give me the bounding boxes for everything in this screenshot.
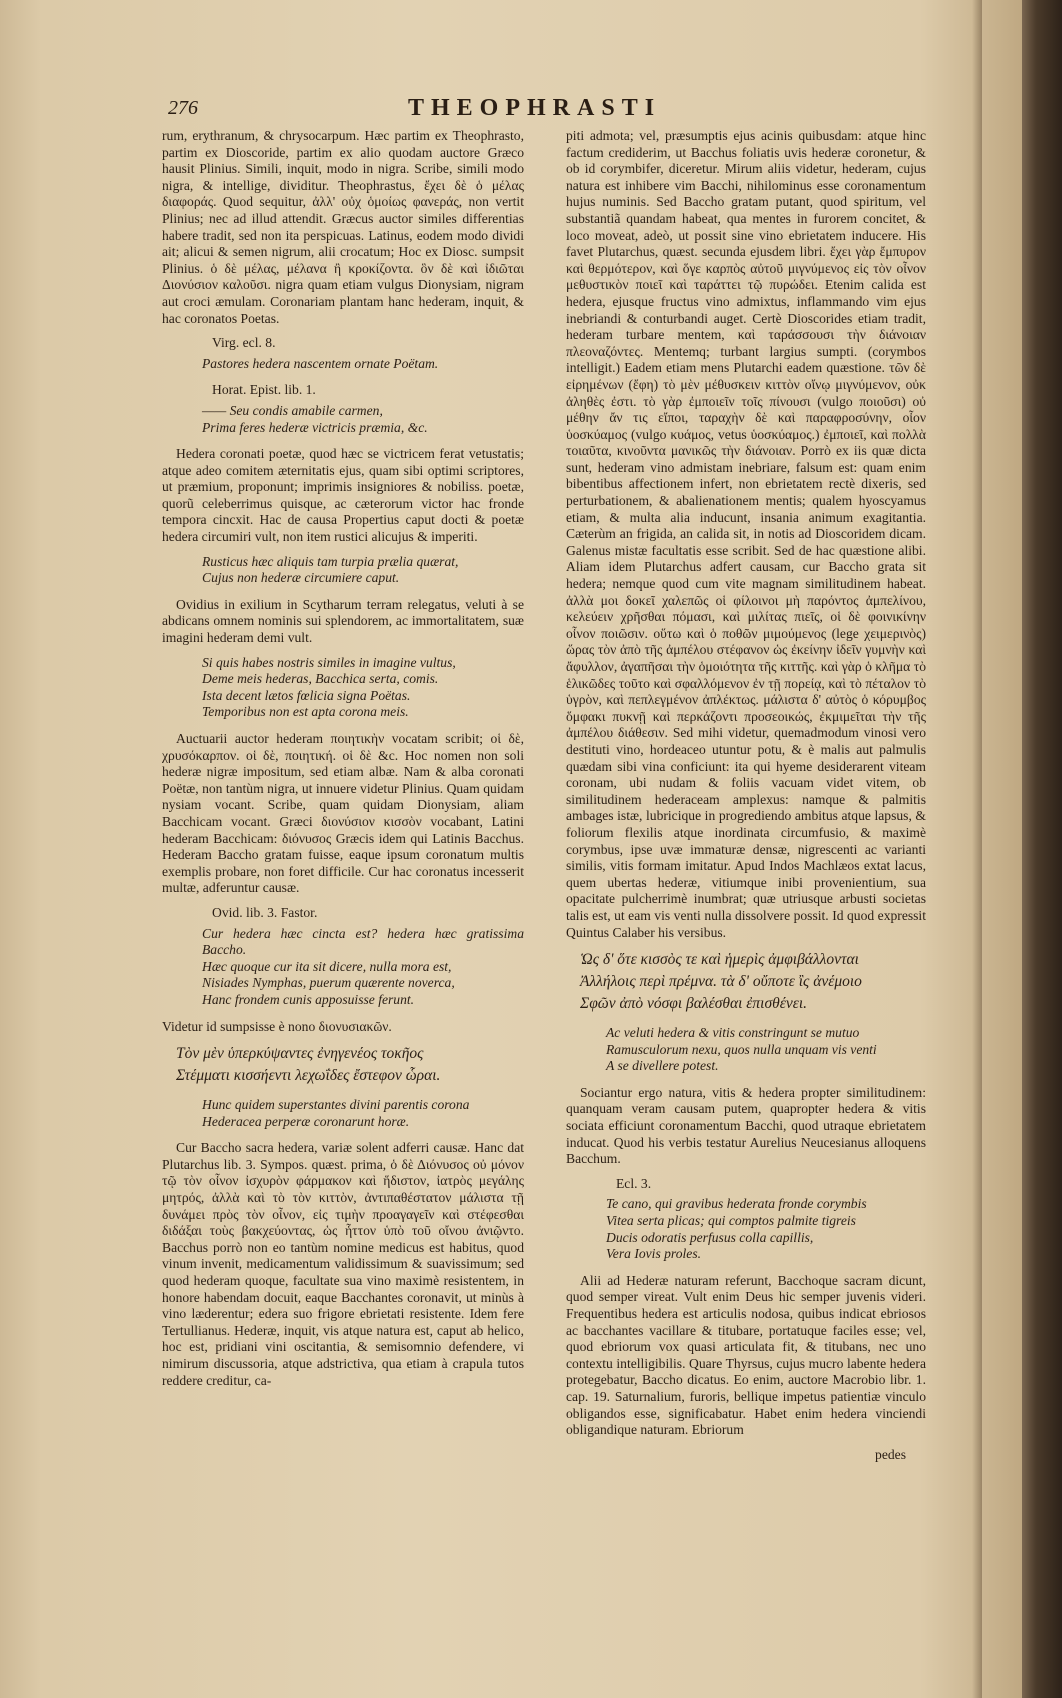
verse-quote [606,1196,926,1262]
verse-quote [202,1097,524,1130]
paragraph: Alii ad Hederæ naturam referunt, Bacchoque sacram dicunt, quod semper vireat. Vult enim Deus hic semper juvenis videri. Frequentibus hedera est articulis nodosa, quibus indicat ebriosos ac bacchantes vacillare & titubare, portatuque faciles esse; vel, quod ebriorum vox quasi articulata fit, & titubans, nec uno contextu intelligibilis. Quare Thyrsus, cujus mucro labente hedera protegebatur, Baccho dicatus. Eo enim, auctore Macrobio libr. 1. cap. 19. Saturnalium, furoris, bellique impetus patientiæ vinculo obligandos esse, significabatur. Habet enim hedera vinciendi obligandique naturam. Ebriorum [566,1272,926,1438]
verse-line: Ac veluti hedera & vitis constringunt se mutuo [606,1025,860,1041]
verse-line: Ὡς δ' ὅτε κισσὸς τε καὶ ἡμερὶς ἀμφιβάλλονται [580,951,859,969]
verse-line: Hederacea perperæ coronarunt horæ. [202,1113,410,1129]
verse-line: Ducis odoratis perfusus colla capillis, [606,1229,814,1245]
catchword: pedes [875,1446,906,1462]
citation-heading: Virg. ecl. 8. [212,335,276,351]
verse-line: A se divellere potest. [606,1058,719,1074]
verse-line: Si quis habes nostris similes in imagine vultus, [202,654,456,670]
verse-line: Ramusculorum nexu, quos nulla unquam vis venti [606,1041,877,1057]
running-title: THEOPHRASTI [408,95,662,121]
citation-heading: Horat. Epist. lib. 1. [212,382,316,398]
verse-quote [606,1025,926,1075]
book-gutter [1022,0,1062,1698]
left-column [162,128,524,1397]
verse-line: Hunc quidem superstantes divini parentis corona [202,1097,470,1113]
verse-line: Cur hedera hæc cincta est? hedera hæc gratissima Baccho. [202,925,524,958]
paragraph: Auctuarii auctor hederam ποιητικὴν vocatam scribit; οἱ δὲ, χρυσόκαρπον. οἱ δὲ, ποιητική. οἱ δὲ &c. Hoc nomen non soli hederæ nigræ impositum, sed etiam albæ. Nam & alba coronati Poëtæ, non tantùm nigra, ut innuere videtur Plinius. Quam quidam nysiam vocant. Scribe, quam quidam Dionysiam, aliam Bacchicam vocant. Græci διονύσιον κισσὸν vocabant, Latini hederam Bacchicam: διόνυσος Græcis idem qui Latinis Bacchus. Hederam Baccho gratam fuisse, eaque ipsum coronatum multis exemplis probare, non foret difficile. Cur hac coronatus incesserit multæ, adferuntur causæ. [162,731,524,896]
verse-line: Hanc frondem cunis apposuisse ferunt. [202,991,415,1007]
verse-line: Temporibus non est apta corona meis. [202,704,409,720]
greek-verse-quote [580,949,926,1015]
verse-line: Hæc quoque cur ita sit dicere, nulla mora est, [202,958,452,974]
page-edge-shadow [972,0,982,1698]
verse-quote [202,356,524,373]
right-column [566,128,926,1463]
verse-line: Τὸν μὲν ὑπερκύψαντες ἐνηγενέος τοκῆος [176,1045,424,1063]
verse-line: Nisiades Nymphas, puerum quærente noverca, [202,975,455,991]
paragraph: Cur Baccho sacra hedera, variæ solent adferri causæ. Hanc dat Plutarchus lib. 3. Sympos. quæst. prima, ὁ δὲ Διόνυσος οὐ μόνον τῷ τὸν οἶνον ἰσχυρὸν φάρμακον καὶ ἥδιστον, ἰατρὸς μεγάλης μητρός, ἀλλὰ καὶ τὸ τὸν κιττὸν, ἀντιπαθέστατον μάλιστα τῇ δυνάμει πρὸς τὸν οἶνον, εἰς τιμὴν προαγαγεῖν καὶ στέφεσθαι διδάξαι τοὺς βακχεύοντας, ὡς ἧττον ὑπὸ τοῦ οἴνου ἀνιῷντο. Bacchus porrò non eo tantùm nomine medicus est habitus, quod vinum invenit, medicamentum validissimum & suavissimum; sed quod hederam quoque, facultate sua vino maximè resistentem, in honore habendam docuit, eaque Bacchantes coronavit, ut minùs à vino læderentur; edera suo frigore ebrietati resistente. Idem fere Tertullianus. Hederæ, inquit, vis atque natura est, caput ab helico, hoc est, pridiani vini oscitantia, & semisomnio defendere, vi nimirum discussoria, atque adstrictiva, qua etiam à crapula tutos reddere creditur, ca- [162,1140,524,1388]
paragraph: piti admota; vel, præsumptis ejus acinis quibusdam: atque hinc factum crediderim, ut Bacchus foliatis uvis hederæ coronetur, & ob id corymbifer, diceretur. Mirum aliis videtur, hederam, cujus natura est inhibere vim Bacchi, nihilominus esse coronamentum hujus numinis. Sed Baccho gratam putant, quod spiritum, vel substantiã quandam habeat, qua mentes in furorem concitet, & loco moveat, adeò, ut possit sine vino ebrietatem inducere. His favet Plutarchus, quæst. secunda ejusdem libri. ἔχει γὰρ ἔμπυρον καὶ θερμότερον, καὶ ὅγε καρπὸς αὐτοῦ μιγνύμενος εἰς τὸν οἶνον μεθυστικὸν ποιεῖ καὶ ταράττει τῷ πυρώδει. Etenim calida est hedera, ejusque fructus vino admixtus, inflammando vim ejus inebriandi & conturbandi auget. Certè Dioscorides etiam tradit, hederam turbare mentem, καὶ ταράσσουσι τὴν διάνοιαν πλεοναζόντες. Mentemq; turbant largius sumpti. (corymbos intelligit.) Eadem etiam mens Plutarchi eadem quæstione. τῶν δὲ εἰρημένων (ἔφη) τὸ μὲν μέθυσκειν κιττὸν οἴνῳ μιγνύμενον, οὐκ ἀληθὲς ἐστι. τὸ γὰρ ἐμποιεῖν τοῖς πίνουσι (vulgo ποιοῦσι) οὐ μέθην ἄν τις εἴποι, ταραχὴν δὲ καὶ παραφροσύνην, οἷον ὑοσκύαμος (vulgo κυάμος, vetus ὑοσκύαμος.) ἐμποιεῖ, καὶ πολλὰ τοιαῦτα, κινοῦντα μανικῶς τὴν διάνοιαν. Porrò ex iis quæ dicta sunt, hederam vino admistam inebriare, falsum est: quam enim bibentibus affectionem infert, non ebrietatem rectè dixeris, sed perturbationem, & abalienationem mentis; qualem hyoscyamus etiam, & multa alia inducunt, insania animum exagitantia. Cæterùm an frigida, an calida sit, in notis ad Dioscoridem dicam. Galenus mistæ facultatis esse scribit. Sed de hac quæstione alibi. Aliam idem Plutarchus adfert causam, cur Baccho grata sit hedera; nemque quod cum vite magnam similitudinem habeat. ἀλλὰ μοι δοκεῖ χαλεπῶς οἱ φίλοινοι μὴ παρόντος ἀμπελίνου, κελεύειν χρῆσθαι πόμασι, καὶ μιλίτας πιεῖς, οἱ δὲ φοινικίνην οἶνον ποιῶσιν. οὕτω καὶ ὁ ποθῶν μιμούμενος (lege χειμερινὸς) ὥρας τὸν ἀπὸ τῆς ἀμπέλου στέφανον ὡς ἐκείνην ἰδεῖν γυμνὴν καὶ ἄφυλλον, ἀγαπῆσαι τὴν ὁμοιότητα τῆς κιττῆς. καὶ γὰρ ὁ κλῆμα τὸ ἑλικῶδες τοῦτο καὶ σφαλλόμενον ἐν τῇ πορείᾳ, καὶ τὸ πέταλον τὸ ὑγρὸν, καὶ πεπλεγμένον ἀπλέκτως. μάλιστα δ' αὐτὸς ὁ κόρυμβος ὅμφακι πυκνῇ καὶ περκάζοντι προσεοικώς, ἐκμιμεῖται τὴν τῆς ἀμπέλου διάθεσιν. Sed mihi videtur, quemadmodum vinosi vero destituti vino, hordeaceo utuntur potu, & è malis aut palmulis quædam sibi vina conficiunt: ita qui hyeme desiderarent viteam coronam, ubi nudam & foliis vacuam videt vitem, ob similitudinem hederaceam amplexus: namque & palmitis ambages istæ, lubricique in progrediendo ambitus atque lapsus, & foliorum flexilis atque inordinata circumfusio, & maximè corymbus, ipse uvæ immaturæ densæ, nigrescenti ac varianti similis, vitis formam imitatur. Apud Indos Machlæos extat lacus, quem ubertas hederæ, vitiumque inibi provenientium, sua opacitate pulcherrimè inumbrat; quæ utriusque arbusti societas talis est, ut eam vis venti nulla dissolvere possit. Id quod expressit Quintus Calaber his versibus. [566,128,926,940]
verse-quote [202,403,524,436]
verse-line: Σφῶν ἀπὸ νόσφι βαλέσθαι ἐπισθένει. [580,995,808,1013]
running-head [168,95,708,127]
paragraph: Videtur id sumpsisse è nono διονυσιακῶν. [162,1018,392,1034]
greek-verse-quote [176,1043,524,1087]
citation-heading: Ovid. lib. 3. Fastor. [212,904,318,920]
verse-line: Vitea serta plicas; qui comptos palmite tigreis [606,1213,856,1229]
paragraph: Sociantur ergo natura, vitis & hedera propter similitudinem: quanquam veram causam putem, quapropter hedera & vitis sociata efficiunt coronamentum Bacchi, quod utraque ebrietatem inducat. Quod his verbis testatur Aurelius Neucesianus alloquens Bacchum. [566,1084,926,1167]
citation-heading: Ecl. 3. [616,1175,652,1191]
verse-line: Deme meis hederas, Bacchica serta, comis. [202,671,439,687]
paragraph: rum, erythranum, & chrysocarpum. Hæc partim ex Theophrasto, partim ex Dioscoride, partim ex alio quodam auctore Græco hausit Plinius. Simili, inquit, modo in nigra. Scribe, simili modo nigra, & intellige, dividitur. Theophrastus, ἔχει δὲ ὁ μέλας διαφοράς. Quod sequitur, ἀλλ' οὐχ ὁμοίως φανεράς, non vertit Plinius; nec ad illud attendit. Græcus auctor similes differentias habere tradit, sed non ita perspicuas. Latinus, eodem modo dividi ait; alicui & semen nigrum, alii crocatum; Hoc ex Diosc. sumpsit Plinius. ὁ δὲ μέλας, μέλανα ἢ κροκίζοντα. ὃν δὲ καὶ ἰδιῶται Διονύσιον καλοῦσι. nigra quam etiam vulgus Dionysiam, nigram aut croci æmulam. Coronariam plantam hanc hederam, inquit, & hac coronatos Poetas. [162,128,524,326]
verse-line: Prima feres hederæ victricis præmia, &c. [202,419,428,435]
verse-line: Te cano, qui gravibus hederata fronde corymbis [606,1196,867,1212]
verse-line: Rusticus hæc aliquis tam turpia prælia quærat, [202,553,459,569]
verse-quote [202,655,524,721]
verse-quote [202,554,524,587]
verse-line: —— Seu condis amabile carmen, [202,402,383,418]
verse-quote [202,926,524,1009]
verse-line: Ἀλλήλοις περὶ πρέμνα. τὰ δ' οὔποτε ἲς ἀνέμοιο [580,973,862,991]
page-number: 276 [168,97,198,119]
paragraph: Ovidius in exilium in Scytharum terram relegatus, veluti à se abdicans omnem nominis sui splendorem, ac immortalitatem, suæ imagini hederam demi vult. [162,596,524,646]
verse-line: Cujus non hederæ circumiere caput. [202,570,400,586]
verse-line: Στέμματι κισσήεντι λεχωΐδες ἔστεφον ὧραι. [176,1067,441,1085]
verse-line: Ista decent lætos fœlicia signa Poëtas. [202,687,411,703]
verse-line: Pastores hedera nascentem ornate Poëtam. [202,355,439,371]
verse-line: Vera Iovis proles. [606,1246,702,1262]
paragraph: Hedera coronati poetæ, quod hæc se victricem ferat vetustatis; atque adeo comitem æternitatis ejus, quam sibi optimi scriptores, ut præmium, proponunt; imprimis insigniores & nobiliss. poetæ, quorũ celeberrimus quisque, ac cæterorum victor hac fronde tempora cincxit. Hac de causa Propertius caput docti & poetæ hedera circumiri vult, non item rustici alicujus & imperiti. [162,446,524,545]
